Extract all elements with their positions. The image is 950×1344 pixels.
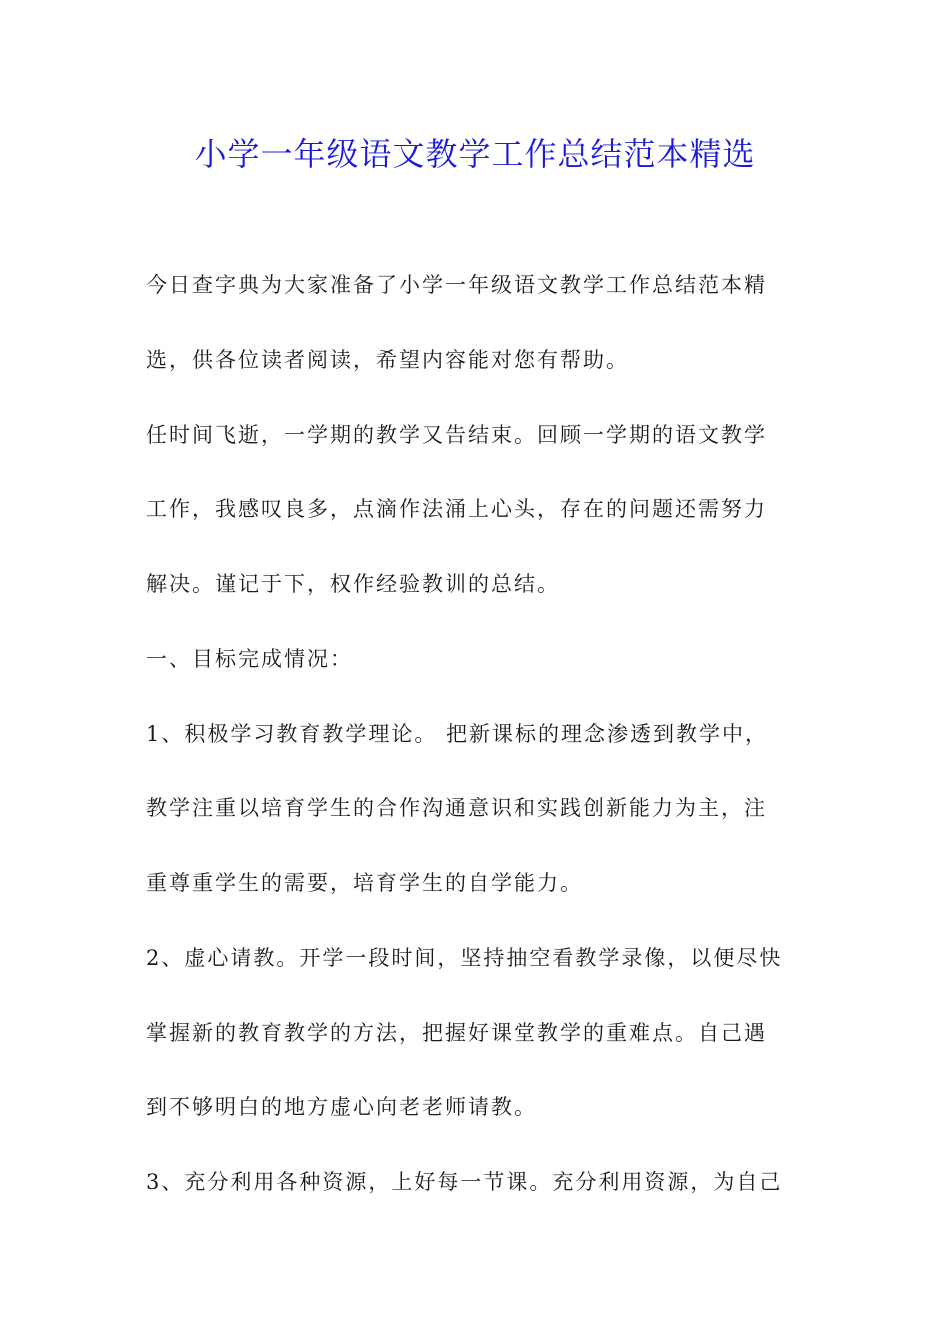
- paragraph-line-5: 解决。谨记于下，权作经验教训的总结。: [146, 572, 560, 596]
- document-title: 小学一年级语文教学工作总结范本精选: [194, 135, 756, 173]
- item-2-line-2: 掌握新的教育教学的方法，把握好课堂教学的重难点。自己遇: [146, 1021, 767, 1045]
- item-3-line-1: 3、充分利用各种资源，上好每一节课。充分利用资源，为自己: [146, 1170, 783, 1194]
- item-1-line-2: 教学注重以培育学生的合作沟通意识和实践创新能力为主，注: [146, 796, 767, 820]
- item-2-line-1: 2、虚心请教。开学一段时间，坚持抽空看教学录像，以便尽快: [146, 946, 783, 970]
- item-1-line-1: 1、积极学习教育教学理论。 把新课标的理念渗透到教学中，: [146, 722, 769, 746]
- item-2-line-3: 到不够明白的地方虚心向老老师请教。: [146, 1095, 537, 1119]
- section-heading-targets: 一、目标完成情况：: [146, 647, 353, 671]
- paragraph-line-4: 工作，我感叹良多，点滴作法涌上心头，存在的问题还需努力: [146, 497, 767, 521]
- paragraph-line-3: 任时间飞逝，一学期的教学又告结束。回顾一学期的语文教学: [146, 423, 767, 447]
- intro-line-1: 今日查字典为大家准备了小学一年级语文教学工作总结范本精: [146, 273, 767, 297]
- item-1-line-3: 重尊重学生的需要，培育学生的自学能力。: [146, 871, 583, 895]
- intro-line-2: 选，供各位读者阅读，希望内容能对您有帮助。: [146, 348, 629, 372]
